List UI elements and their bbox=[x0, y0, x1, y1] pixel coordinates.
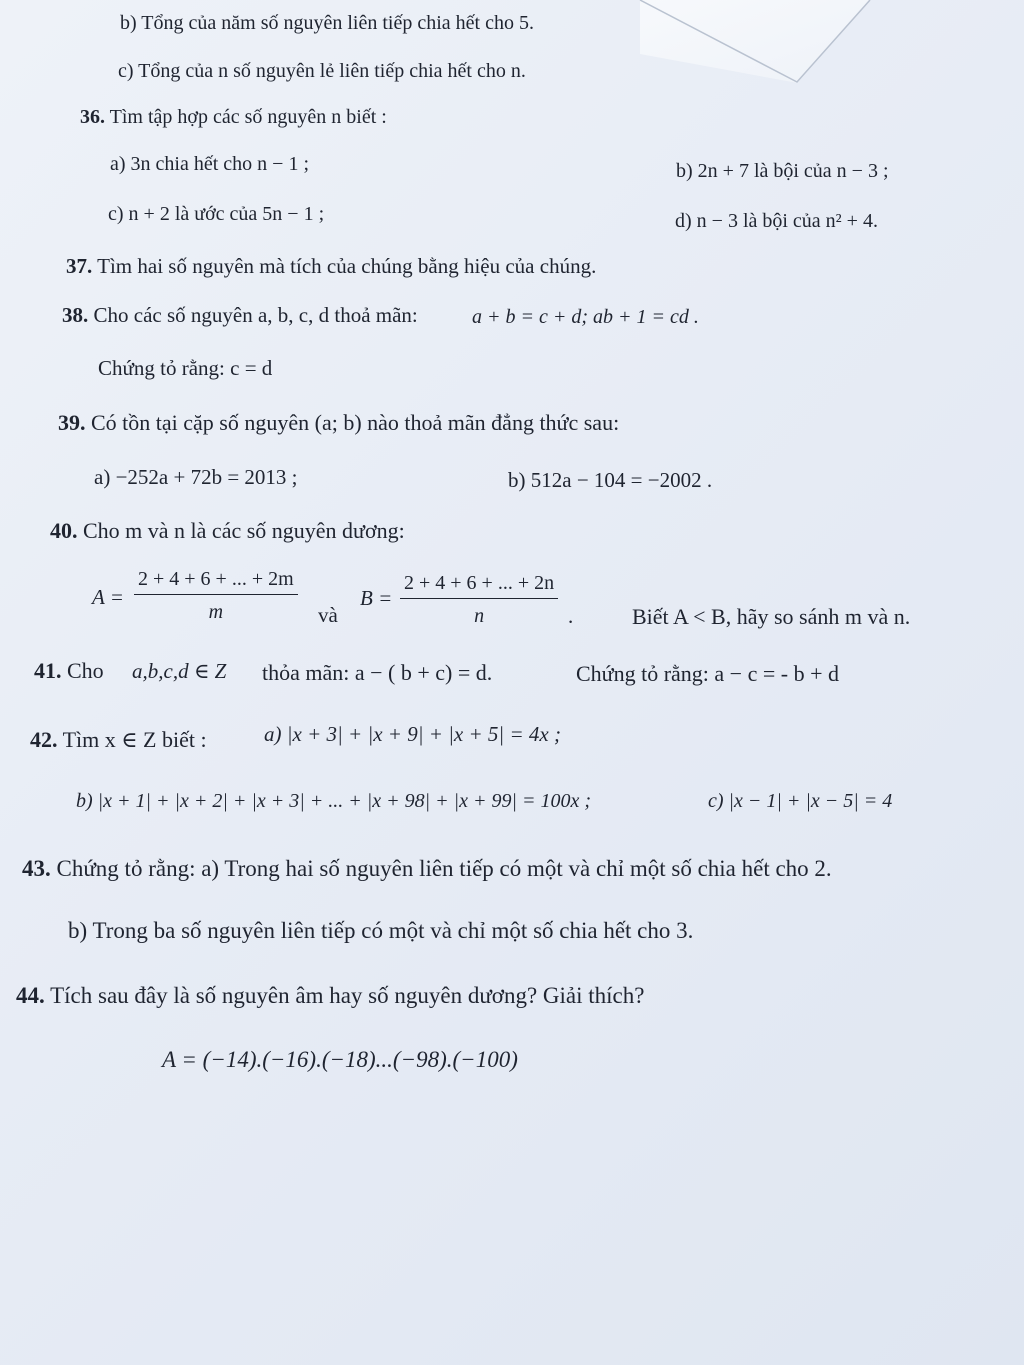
exercise-text: Cho bbox=[67, 658, 104, 683]
exercise-41-condition: thỏa mãn: a − ( b + c) = d. bbox=[262, 660, 493, 685]
folded-page-corner bbox=[640, 0, 870, 90]
exercise-38-prove: Chứng tỏ rằng: c = d bbox=[98, 356, 273, 380]
exercise-text: Tích sau đây là số nguyên âm hay số nguyên dương? Giải thích? bbox=[50, 983, 645, 1008]
formula-A-fraction bbox=[134, 568, 298, 624]
exercise-35-c: c) Tổng của n số nguyên lẻ liên tiếp chia hết cho n. bbox=[118, 60, 526, 82]
exercise-text: Tìm hai số nguyên mà tích của chúng bằng hiệu của chúng. bbox=[97, 254, 597, 278]
exercise-36-b: b) 2n + 7 là bội của n − 3 ; bbox=[676, 160, 889, 182]
exercise-38 bbox=[62, 303, 418, 328]
exercise-number: 43. bbox=[22, 856, 51, 881]
exercise-43-b: b) Trong ba số nguyên liên tiếp có một và chỉ một số chia hết cho 3. bbox=[68, 918, 694, 943]
exercise-39-a: a) −252a + 72b = 2013 ; bbox=[94, 465, 298, 489]
exercise-number: 40. bbox=[50, 518, 78, 543]
exercise-41-prove: Chứng tỏ rằng: a − c = - b + d bbox=[576, 661, 839, 686]
exercise-38-equation: a + b = c + d; ab + 1 = cd . bbox=[472, 306, 699, 328]
formula-period: . bbox=[568, 604, 574, 628]
exercise-37 bbox=[66, 254, 596, 279]
exercise-number: 39. bbox=[58, 410, 86, 435]
exercise-36-c: c) n + 2 là ước của 5n − 1 ; bbox=[108, 203, 325, 225]
exercise-42 bbox=[30, 727, 207, 753]
exercise-text: Tìm x ∈ Z biết : bbox=[62, 727, 207, 752]
exercise-number: 37. bbox=[66, 254, 93, 278]
exercise-39 bbox=[58, 410, 619, 436]
exercise-36-a: a) 3n chia hết cho n − 1 ; bbox=[110, 153, 309, 175]
exercise-text: Cho m và n là các số nguyên dương: bbox=[83, 518, 405, 543]
formula-B-lhs: B = bbox=[360, 586, 393, 610]
formula-and: và bbox=[318, 603, 338, 627]
exercise-42-c: c) |x − 1| + |x − 5| = 4 bbox=[708, 790, 893, 812]
formula-B-denominator: n bbox=[474, 605, 485, 627]
exercise-42-a: a) |x + 3| + |x + 9| + |x + 5| = 4x ; bbox=[264, 722, 561, 746]
exercise-text: Cho các số nguyên a, b, c, d thoả mãn: bbox=[93, 303, 418, 327]
formula-B-fraction bbox=[400, 572, 558, 628]
exercise-44-product: A = (−14).(−16).(−18)...(−98).(−100) bbox=[162, 1047, 518, 1072]
exercise-44 bbox=[16, 983, 644, 1009]
exercise-41 bbox=[34, 658, 104, 684]
exercise-number: 36. bbox=[80, 106, 105, 128]
exercise-36 bbox=[80, 106, 387, 129]
exercise-43 bbox=[22, 856, 832, 882]
exercise-41-set: a,b,c,d ∈ Z bbox=[132, 659, 227, 683]
exercise-number: 41. bbox=[34, 658, 62, 683]
exercise-text: Tìm tập hợp các số nguyên n biết : bbox=[109, 106, 387, 128]
exercise-36-d: d) n − 3 là bội của n² + 4. bbox=[675, 210, 878, 232]
exercise-40-condition: Biết A < B, hãy so sánh m và n. bbox=[632, 604, 911, 629]
formula-A-numerator: 2 + 4 + 6 + ... + 2m bbox=[134, 568, 298, 595]
exercise-number: 38. bbox=[62, 303, 89, 327]
exercise-39-b: b) 512a − 104 = −2002 . bbox=[508, 468, 713, 492]
exercise-text: Có tồn tại cặp số nguyên (a; b) nào thoả mãn đẳng thức sau: bbox=[91, 410, 620, 435]
formula-A-lhs: A = bbox=[92, 585, 124, 609]
exercise-number: 42. bbox=[30, 727, 58, 752]
exercise-text: Chứng tỏ rằng: a) Trong hai số nguyên liên tiếp có một và chỉ một số chia hết cho 2. bbox=[56, 856, 832, 881]
exercise-40 bbox=[50, 518, 405, 544]
formula-A-denominator: m bbox=[208, 601, 224, 623]
formula-B-numerator: 2 + 4 + 6 + ... + 2n bbox=[400, 572, 558, 599]
exercise-35-b: b) Tổng của năm số nguyên liên tiếp chia hết cho 5. bbox=[120, 12, 534, 34]
exercise-42-b: b) |x + 1| + |x + 2| + |x + 3| + ... + |x + 98| + |x + 99| = 100x ; bbox=[76, 790, 592, 812]
exercise-number: 44. bbox=[16, 983, 45, 1008]
